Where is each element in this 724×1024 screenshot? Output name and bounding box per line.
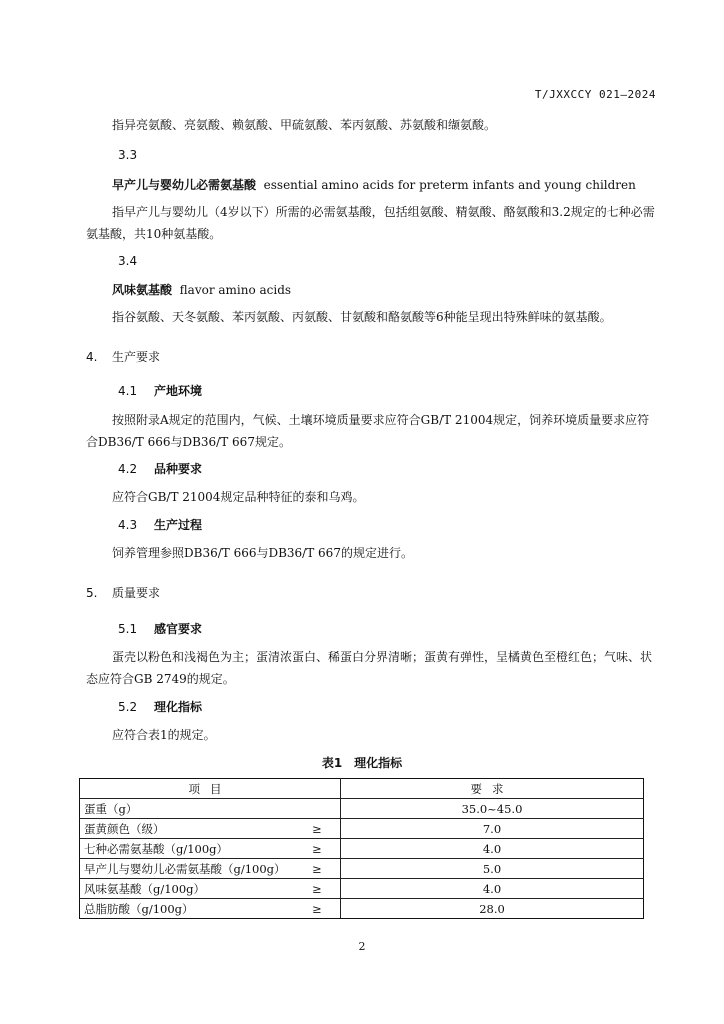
definition-3-4: 指谷氨酸、天冬氨酸、苯丙氨酸、丙氨酸、甘氨酸和酪氨酸等6种能呈现出特殊鲜味的氨基酸。 [112, 310, 612, 324]
header-item: 项目 [80, 779, 341, 799]
clause-number: 3.4 [118, 254, 138, 268]
term-en: flavor amino acids [179, 283, 292, 297]
row-value: 5.0 [341, 859, 644, 879]
row-value: 35.0~45.0 [341, 799, 644, 819]
term-zh: 早产儿与婴幼儿必需氨基酸 [112, 178, 257, 192]
row-item: 早产儿与婴幼儿必需氨基酸（g/100g） [80, 859, 309, 879]
section-title: 质量要求 [112, 586, 161, 600]
subsection-title: 产地环境 [154, 384, 203, 398]
subsection-title: 生产过程 [154, 518, 203, 532]
term-en: essential amino acids for preterm infants and young children [263, 178, 636, 192]
paragraph-4-2: 应符合GB/T 21004规定品种特征的泰和乌鸡。 [112, 490, 365, 504]
paragraph-5-2: 应符合表1的规定。 [112, 728, 216, 742]
subsection-number: 5.1 [118, 622, 138, 636]
subsection-title: 理化指标 [154, 700, 203, 714]
section-5-heading [86, 584, 160, 601]
row-value: 28.0 [341, 899, 644, 919]
physicochemical-table [79, 778, 644, 919]
term-3-3 [112, 176, 636, 193]
subsection-4-2-heading [118, 460, 202, 477]
term-zh: 风味氨基酸 [112, 283, 173, 297]
row-item: 蛋重（g） [80, 799, 341, 819]
subsection-number: 4.3 [118, 518, 138, 532]
table-row [80, 799, 644, 819]
row-symbol: ≥ [308, 819, 341, 839]
paragraph-3-2-cont: 指异亮氨酸、亮氨酸、赖氨酸、甲硫氨酸、苯丙氨酸、苏氨酸和缬氨酸。 [112, 118, 497, 132]
page-number: 2 [358, 940, 366, 953]
subsection-5-2-heading [118, 698, 202, 715]
row-symbol: ≥ [308, 859, 341, 879]
table-header-row [80, 779, 644, 799]
row-item: 风味氨基酸（g/100g） [80, 879, 309, 899]
table-caption: 表1 理化指标 [321, 756, 403, 770]
paragraph-4-1: 按照附录A规定的范围内，气候、土壤环境质量要求应符合GB/T 21004规定，饲养环境质量要求应符合DB36/T 666与DB36/T 667规定。 [86, 413, 650, 449]
table-row [80, 859, 644, 879]
row-symbol: ≥ [308, 879, 341, 899]
subsection-number: 4.1 [118, 384, 138, 398]
section-title: 生产要求 [112, 350, 161, 364]
paragraph-4-3: 饲养管理参照DB36/T 666与DB36/T 667的规定进行。 [112, 546, 413, 560]
row-symbol: ≥ [308, 899, 341, 919]
table-row [80, 819, 644, 839]
row-value: 4.0 [341, 879, 644, 899]
subsection-number: 5.2 [118, 700, 138, 714]
subsection-title: 品种要求 [154, 462, 203, 476]
row-item: 总脂肪酸（g/100g） [80, 899, 309, 919]
table-row [80, 839, 644, 859]
subsection-4-3-heading [118, 516, 202, 533]
subsection-title: 感官要求 [154, 622, 203, 636]
paragraph-5-1: 蛋壳以粉色和浅褐色为主；蛋清浓蛋白、稀蛋白分界清晰；蛋黄有弹性，呈橘黄色至橙红色；气味、状态应符合GB 2749的规定。 [86, 650, 653, 686]
subsection-4-1-heading [118, 382, 202, 399]
row-item: 七种必需氨基酸（g/100g） [80, 839, 309, 859]
section-number: 4. [86, 350, 98, 364]
clause-number: 3.3 [118, 148, 138, 162]
header-requirement: 要求 [341, 779, 644, 799]
table-row [80, 899, 644, 919]
row-item: 蛋黄颜色（级） [80, 819, 309, 839]
standard-number: T/JXXCCY 021—2024 [534, 88, 656, 101]
definition-3-3: 指早产儿与婴幼儿（4岁以下）所需的必需氨基酸，包括组氨酸、精氨酸、酪氨酸和3.2规定的七种必需氨基酸，共10种氨基酸。 [86, 205, 655, 241]
row-value: 4.0 [341, 839, 644, 859]
table-row [80, 879, 644, 899]
subsection-number: 4.2 [118, 462, 138, 476]
section-4-heading [86, 348, 160, 365]
section-number: 5. [86, 586, 98, 600]
term-3-4 [112, 281, 291, 298]
subsection-5-1-heading [118, 620, 202, 637]
row-value: 7.0 [341, 819, 644, 839]
row-symbol: ≥ [308, 839, 341, 859]
